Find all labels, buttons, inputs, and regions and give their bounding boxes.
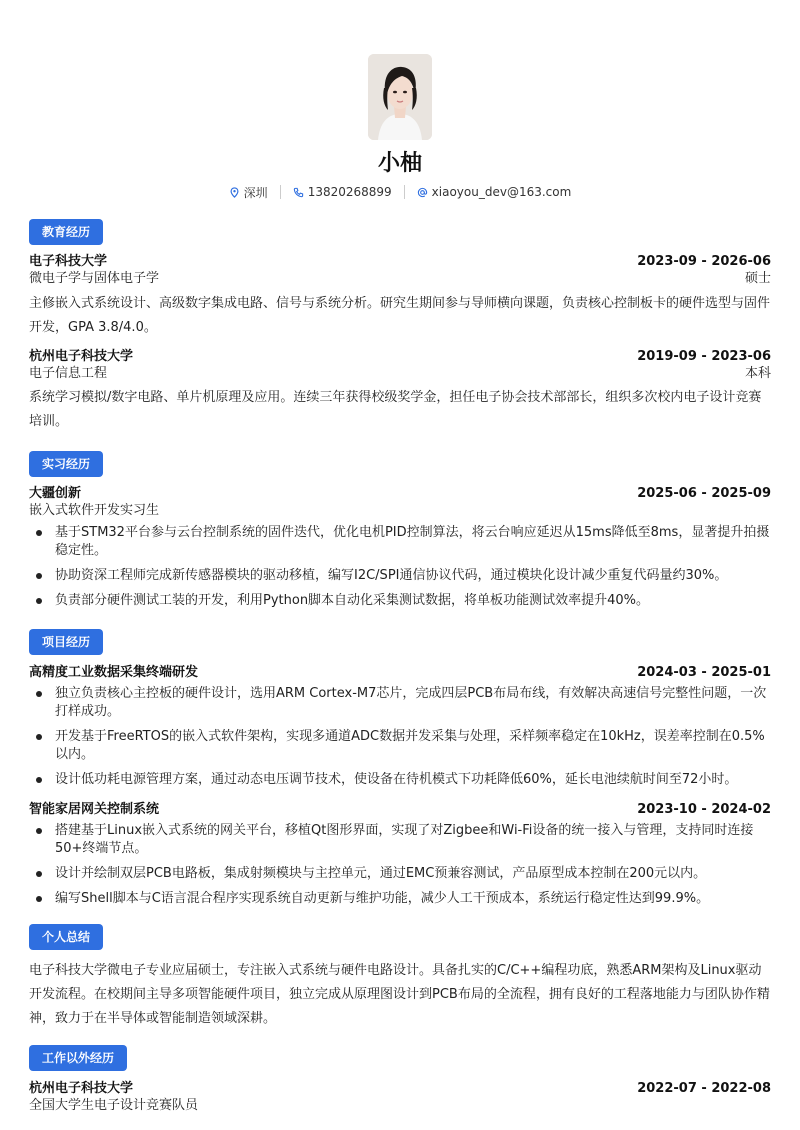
avatar xyxy=(368,54,432,140)
section-title-summary: 个人总结 xyxy=(29,924,103,950)
contact-phone xyxy=(281,185,404,199)
list-item: 搭建基于Linux嵌入式系统的网关平台，移植Qt图形界面，实现了对Zigbee和Wi-Fi设备的统一接入与管理，支持同时连接50+终端节点。 xyxy=(29,822,771,858)
at-icon xyxy=(417,187,428,198)
major: 电子信息工程 xyxy=(29,366,108,381)
project-bullets xyxy=(29,822,771,915)
phone-icon xyxy=(293,187,304,198)
major: 微电子学与固体电子学 xyxy=(29,271,160,286)
list-item: 开发基于FreeRTOS的嵌入式软件架构，实现多通道ADC数据并发采集与处理，采样频率稳定在10kHz，误差率控制在0.5%以内。 xyxy=(29,728,771,764)
internship-bullets xyxy=(29,524,771,617)
list-item: 负责部分硬件测试工装的开发，利用Python脚本自动化采集测试数据，将单板功能测试效率提升40%。 xyxy=(29,592,771,610)
internship-role-row xyxy=(29,502,771,520)
school-name: 电子科技大学 xyxy=(29,254,108,269)
list-item: 基于STM32平台参与云台控制系统的固件迭代，优化电机PID控制算法，将云台响应延迟从15ms降低至8ms，显著提升拍摄稳定性。 xyxy=(29,524,771,560)
company-name: 大疆创新 xyxy=(29,486,82,501)
project-name: 高精度工业数据采集终端研发 xyxy=(29,665,199,680)
job-role: 嵌入式软件开发实习生 xyxy=(29,503,160,518)
location-pin-icon xyxy=(229,187,240,198)
date-range: 2024-03 - 2025-01 xyxy=(637,665,771,680)
contact-location xyxy=(217,184,280,201)
education-item-subheader xyxy=(29,365,771,383)
section-title-education: 教育经历 xyxy=(29,219,103,245)
list-item: 编写Shell脚本与C语言混合程序实现系统自动更新与维护功能，减少人工干预成本，系统运行稳定性达到99.9%。 xyxy=(29,890,771,908)
contact-bar xyxy=(0,183,800,201)
list-item: 设计并绘制双层PCB电路板，集成射频模块与主控单元，通过EMC预兼容测试，产品原型成本控制在200元以内。 xyxy=(29,865,771,883)
contact-email xyxy=(405,185,584,199)
education-item-header xyxy=(29,348,771,366)
extra-role-row xyxy=(29,1097,771,1115)
date-range: 2023-10 - 2024-02 xyxy=(637,802,771,817)
education-item-header xyxy=(29,253,771,271)
education-item-subheader xyxy=(29,270,771,288)
section-title-projects: 项目经历 xyxy=(29,629,103,655)
degree: 硕士 xyxy=(744,271,771,286)
project-header xyxy=(29,664,771,682)
education-description: 系统学习模拟/数字电路、单片机原理及应用。连续三年获得校级奖学金，担任电子协会技术部部长，组织多次校内电子设计竞赛培训。 xyxy=(29,390,762,429)
organization-name: 杭州电子科技大学 xyxy=(29,1081,134,1096)
education-description: 主修嵌入式系统设计、高级数字集成电路、信号与系统分析。研究生期间参与导师横向课题，负责核心控制板卡的硬件选型与固件开发，GPA 3.8/4.0。 xyxy=(29,296,771,335)
extra-header xyxy=(29,1080,771,1098)
date-range: 2025-06 - 2025-09 xyxy=(637,486,771,501)
section-title-internship: 实习经历 xyxy=(29,451,103,477)
candidate-name: 小柚 xyxy=(377,151,422,176)
degree: 本科 xyxy=(744,366,771,381)
project-name: 智能家居网关控制系统 xyxy=(29,802,160,817)
list-item: 设计低功耗电源管理方案，通过动态电压调节技术，使设备在待机模式下功耗降低60%，延长电池续航时间至72小时。 xyxy=(29,771,771,789)
school-name: 杭州电子科技大学 xyxy=(29,349,134,364)
section-title-extra: 工作以外经历 xyxy=(29,1045,127,1071)
extra-role: 全国大学生电子设计竞赛队员 xyxy=(29,1098,199,1113)
phone-text: 13820268899 xyxy=(307,185,392,199)
project-bullets xyxy=(29,685,771,796)
project-header xyxy=(29,801,771,819)
date-range: 2019-09 - 2023-06 xyxy=(637,349,771,364)
summary-text: 电子科技大学微电子专业应届硕士，专注嵌入式系统与硬件电路设计。具备扎实的C/C++编程功底，熟悉ARM架构及Linux驱动开发流程。在校期间主导多项智能硬件项目，独立完成从原理图设计到PCB布局的全流程，拥有良好的工程落地能力与团队协作精神，致力于在半导体或智能制造领域深耕。 xyxy=(29,963,770,1026)
date-range: 2023-09 - 2026-06 xyxy=(637,254,771,269)
location-text: 深圳 xyxy=(243,185,268,200)
list-item: 独立负责核心主控板的硬件设计，选用ARM Cortex-M7芯片，完成四层PCB布局布线，有效解决高速信号完整性问题，一次打样成功。 xyxy=(29,685,771,721)
email-text: xiaoyou_dev@163.com xyxy=(431,185,572,199)
date-range: 2022-07 - 2022-08 xyxy=(637,1081,771,1096)
list-item: 协助资深工程师完成新传感器模块的驱动移植，编写I2C/SPI通信协议代码，通过模块化设计减少重复代码量约30%。 xyxy=(29,567,771,585)
internship-header xyxy=(29,485,771,503)
resume-header xyxy=(0,0,800,215)
